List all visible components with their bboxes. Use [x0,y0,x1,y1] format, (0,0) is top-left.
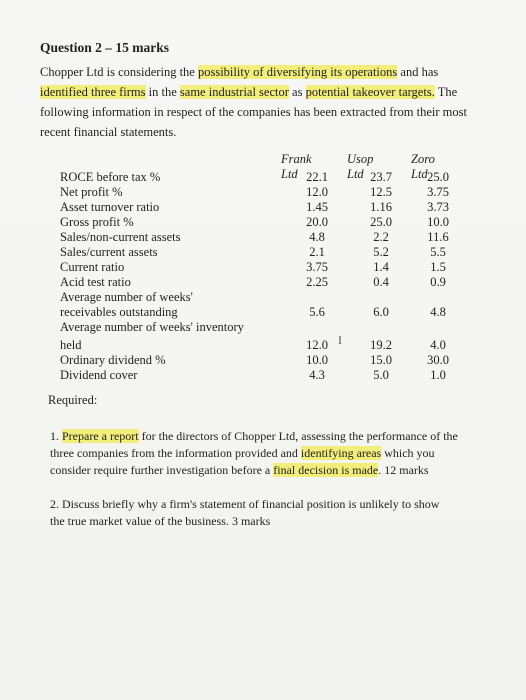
table-cell: 0.9 [430,275,446,289]
table-cell: 3.75 [427,185,449,199]
table-cell: 15.0 [370,353,392,367]
table-cell: 2.25 [306,275,328,289]
question-intro [40,62,500,142]
required-label: Required: [48,393,98,407]
table-cell: 1.45 [306,200,328,214]
table-cell: 4.3 [309,368,325,382]
table-cell: 11.6 [427,230,449,244]
row-label: Gross profit % [60,215,134,229]
row-label: Sales/non-current assets [60,230,181,244]
table-cell: 10.0 [306,353,328,367]
highlighted-text: possibility of diversifying its operations [197,65,398,79]
column-header-frank: Frank Ltd [281,152,312,181]
highlighted-text: potential takeover targets. [305,85,435,99]
table-cell: 5.5 [430,245,446,259]
table-cell: 12.0 [306,338,328,352]
table-cell: 20.0 [306,215,328,229]
intro-text: Chopper Ltd is considering the [40,65,198,79]
table-cell: 10.0 [427,215,449,229]
row-label: ROCE before tax % [60,170,161,184]
table-cell: 3.73 [427,200,449,214]
intro-text: and has [397,65,439,79]
q1-text: 1. [50,429,62,443]
table-cell: 5.6 [309,305,325,319]
q1-line-3 [50,462,490,479]
q1-line-2 [50,445,490,462]
q2-line-1: 2. Discuss briefly why a firm's statement of financial position is unlikely to show [50,497,440,511]
highlighted-text: same industrial sector [179,85,289,99]
q1-line-1 [50,428,490,445]
q1-text: for the directors of Chopper Ltd, assessing the performance of the [138,429,458,443]
table-cell: 30.0 [427,353,449,367]
table-cell: 3.75 [306,260,328,274]
highlighted-text: identifying areas [300,446,382,460]
row-label: Net profit % [60,185,123,199]
table-cell: 2.2 [373,230,389,244]
row-label: Asset turnover ratio [60,200,160,214]
table-cell: 12.5 [370,185,392,199]
row-label: held [60,338,82,352]
table-cell: 5.2 [373,245,389,259]
table-cell: 25.0 [370,215,392,229]
row-label: Average number of weeks' [60,290,193,304]
row-label: Acid test ratio [60,275,131,289]
row-label: Current ratio [60,260,125,274]
question-part-2 [50,496,490,530]
row-label: receivables outstanding [60,305,178,319]
row-label: Dividend cover [60,368,138,382]
row-label: Ordinary dividend % [60,353,166,367]
table-cell: 19.2 [370,338,392,352]
table-cell: 23.7 [370,170,392,184]
table-cell: 22.1 [306,170,328,184]
column-header-usop: Usop Ltd [347,152,374,181]
row-label: Average number of weeks' inventory [60,320,244,334]
table-cell: 1.16 [370,200,392,214]
intro-text: The [434,85,458,99]
intro-text: as [288,85,306,99]
intro-line-2 [40,82,500,102]
highlighted-text: identified three firms [40,85,146,99]
table-cell: 4.0 [430,338,446,352]
intro-line-1 [40,62,500,82]
highlighted-text: Prepare a report [62,429,139,443]
table-cell: 5.0 [373,368,389,382]
table-cell: 1.0 [430,368,446,382]
question-part-1 [50,428,490,479]
intro-line-4: recent financial statements. [40,125,177,139]
table-cell: 25.0 [427,170,449,184]
table-cell: 1.5 [430,260,446,274]
table-cell: 1.4 [373,260,389,274]
table-cell: 2.1 [309,245,325,259]
table-cell: 12.0 [306,185,328,199]
q1-text: . 12 marks [378,463,429,477]
question-title: Question 2 – 15 marks [40,40,170,55]
text-cursor-icon: I [338,333,342,347]
table-cell: 0.4 [373,275,389,289]
highlighted-text: final decision is made [273,463,379,477]
intro-text: in the [145,85,180,99]
q1-text: three companies from the information provided and [50,446,301,460]
table-cell: 4.8 [430,305,446,319]
row-label: Sales/current assets [60,245,158,259]
q2-line-2: the true market value of the business. 3 marks [50,514,271,528]
column-header-zoro: Zoro Ltd [411,152,435,181]
q1-text: consider require further investigation before a [50,463,274,477]
table-cell: 6.0 [373,305,389,319]
table-cell: 4.8 [309,230,325,244]
intro-line-3: following information in respect of the companies has been extracted from their most [40,105,467,119]
q1-text: which you [381,446,435,460]
